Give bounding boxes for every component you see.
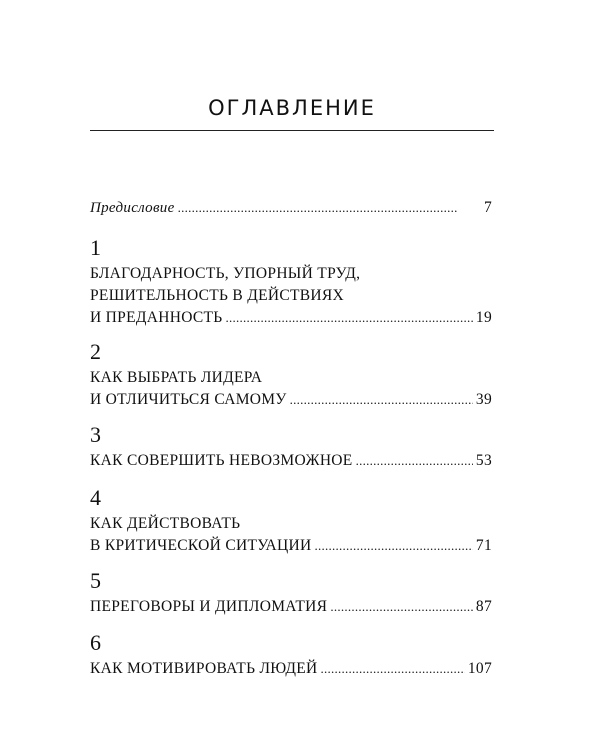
toc-entry-line — [90, 307, 492, 329]
chapter-title-line: БЛАГОДАРНОСТЬ, УПОРНЫЙ ТРУД, — [90, 265, 361, 282]
toc-entry-label: Предисловие — [90, 200, 175, 216]
chapter-number: 1 — [90, 235, 101, 260]
chapter-number: 4 — [90, 485, 101, 510]
toc-page-number: 7 — [483, 199, 492, 216]
dot-leader — [330, 596, 473, 618]
chapter-number: 2 — [90, 339, 101, 364]
toc-entry-line — [90, 535, 492, 557]
chapter-title-line: И ПРЕДАННОСТЬ — [90, 309, 223, 326]
dot-leader — [226, 307, 473, 329]
chapter-title-line: ПЕРЕГОВОРЫ И ДИПЛОМАТИЯ — [90, 598, 328, 615]
toc-page-number: 39 — [475, 391, 492, 408]
toc-page-number: 107 — [467, 660, 492, 677]
chapter-number: 5 — [90, 568, 101, 593]
title-divider — [90, 130, 494, 131]
toc-entry-preface[interactable] — [90, 197, 492, 219]
dot-leader — [290, 389, 473, 411]
toc-entry-chapter-6[interactable] — [90, 632, 492, 680]
dot-leader — [356, 450, 473, 472]
page-title: ОГЛАВЛЕНИЕ — [208, 96, 376, 120]
chapter-title-line: В КРИТИЧЕСКОЙ СИТУАЦИИ — [90, 537, 312, 554]
toc-entry-line — [90, 596, 492, 618]
toc-entry-line — [90, 450, 492, 472]
toc-page-number: 19 — [475, 309, 492, 326]
chapter-title-line: РЕШИТЕЛЬНОСТЬ В ДЕЙСТВИЯХ — [90, 287, 345, 304]
toc-page-number: 53 — [475, 452, 492, 469]
chapter-title-line: КАК ДЕЙСТВОВАТЬ — [90, 515, 241, 532]
chapter-title-line: И ОТЛИЧИТЬСЯ САМОМУ — [90, 391, 287, 408]
toc-entry-chapter-4[interactable] — [90, 487, 492, 557]
dot-leader — [320, 658, 464, 680]
toc-page-number: 87 — [475, 598, 492, 615]
chapter-title-line: КАК МОТИВИРОВАТЬ ЛЮДЕЙ — [90, 660, 318, 677]
dot-leader — [178, 197, 481, 219]
chapter-title-line: КАК СОВЕРШИТЬ НЕВОЗМОЖНОЕ — [90, 452, 353, 469]
toc-entry-chapter-3[interactable] — [90, 424, 492, 472]
toc-page-number: 71 — [475, 537, 492, 554]
toc-entry-chapter-5[interactable] — [90, 570, 492, 618]
toc-entry-line — [90, 197, 492, 219]
dot-leader — [315, 535, 473, 557]
chapter-number: 6 — [90, 630, 101, 655]
toc-entry-line — [90, 658, 492, 680]
toc-entry-line — [90, 389, 492, 411]
toc-entry-chapter-2[interactable] — [90, 341, 492, 411]
chapter-number: 3 — [90, 422, 101, 447]
chapter-title-line: КАК ВЫБРАТЬ ЛИДЕРА — [90, 369, 263, 386]
toc-entry-chapter-1[interactable] — [90, 237, 492, 329]
